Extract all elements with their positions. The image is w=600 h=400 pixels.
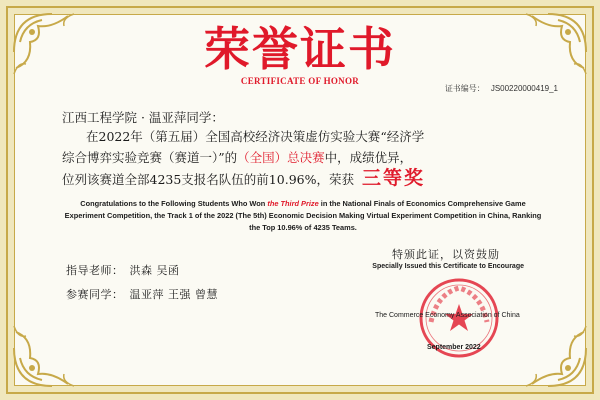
members-label: 参赛同学： xyxy=(66,288,124,301)
organization-name: The Commerce Economy Association of China xyxy=(375,312,520,319)
corner-ornament-icon xyxy=(518,318,588,388)
certificate-title: 荣誉证书 xyxy=(204,22,396,76)
advisor-label: 指导老师： xyxy=(66,264,124,277)
issue-statement-cn: 特颁此证，以资鼓励 xyxy=(392,248,500,261)
body-en-prize: the Third Prize xyxy=(267,199,319,208)
body-cn-line-2c: 中，成绩优异， xyxy=(324,150,413,165)
finals-highlight: （全国）总决赛 xyxy=(237,150,325,165)
member-names: 温亚萍 王强 曾慧 xyxy=(129,288,218,301)
body-cn-line-3-text: 位列该赛道全部4235支报名队伍的前10.96%，荣获 xyxy=(62,172,354,187)
recipient-line: 江西工程学院 · 温亚萍同学： xyxy=(62,110,224,125)
body-text-cn xyxy=(62,126,542,190)
issue-date: September 2022 xyxy=(427,344,481,351)
body-cn-line-3 xyxy=(62,168,542,190)
certificate-number-label: 证书编号： xyxy=(444,84,485,93)
issue-statement-en: Specially Issued this Certificate to Encourage xyxy=(372,263,524,270)
seal-area xyxy=(375,282,520,362)
body-en-part-1: Congratulations to the Following Students Who Won xyxy=(80,199,266,208)
certificate-subtitle: CERTIFICATE OF HONOR xyxy=(240,76,360,86)
corner-ornament-icon xyxy=(12,318,82,388)
body-cn-line-2 xyxy=(62,147,542,168)
certificate-number-value: JS00220000419_1 xyxy=(490,84,558,93)
body-en-part-2: in the National Finals of Economics Comprehensive Game Experiment Competition, the Track 1 of the 2022 (The 5th) Economic Decision Making Virtual Experiment Competition in China, Ranking the Top 10.96% of 4235 Teams. xyxy=(64,199,542,232)
certificate-number xyxy=(445,83,558,94)
award-title: 三等奖 xyxy=(361,167,425,189)
members-line xyxy=(66,286,218,302)
advisor-line xyxy=(66,262,180,278)
advisor-names: 洪森 吴函 xyxy=(129,264,180,277)
body-text-en xyxy=(60,198,546,234)
body-cn-line-1: 在2022年（第五届）全国高校经济决策虚仿实验大赛“经济学 xyxy=(86,129,425,144)
body-cn-line-2a: 综合博弈实验竞赛（赛道一）”的 xyxy=(62,150,238,165)
